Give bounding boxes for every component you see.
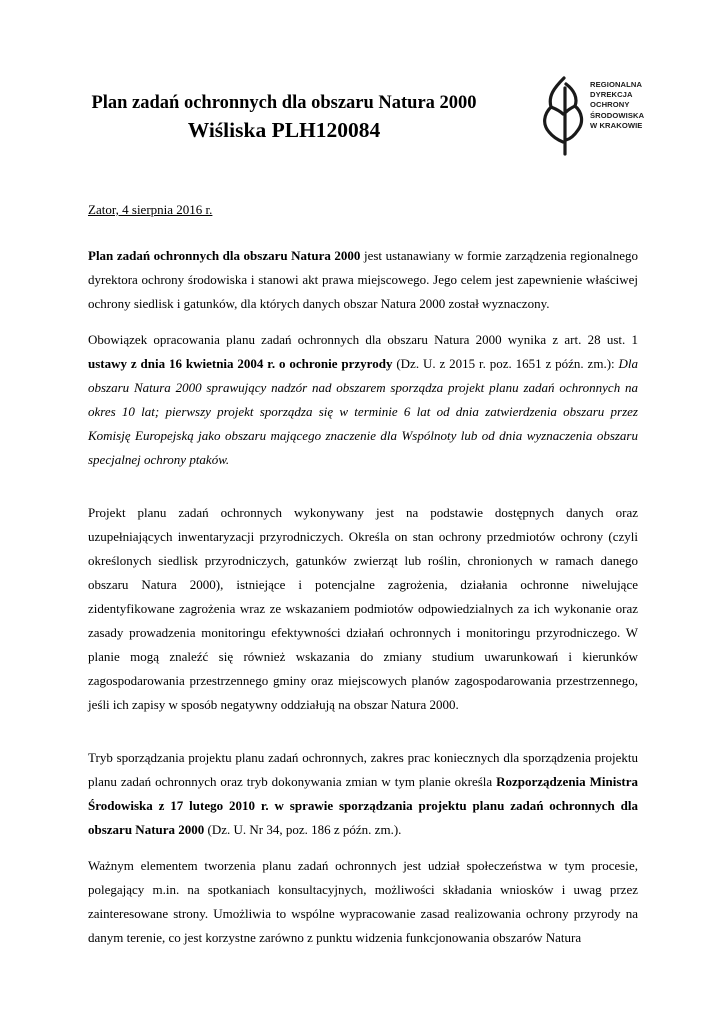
logo-line: OCHRONY [590, 100, 630, 110]
paragraph-4-text-1: Tryb sporządzania projektu planu zadań ochronnych, zakres prac koniecznych dla sporządzenia projektu planu zadań ochronnych oraz tryb dokonywania zmian w tym planie określa [88, 750, 638, 789]
paragraph-2-text-2: (Dz. U. z 2015 r. poz. 1651 z późn. zm.): [392, 356, 619, 371]
document-title [64, 90, 504, 144]
paragraph-3: Projekt planu zadań ochronnych wykonywany jest na podstawie dostępnych danych oraz uzupełniających inwentaryzacji przyrodniczych. Określa on stan ochrony przedmiotów ochrony (czyli określonych siedlisk przyrodniczych, gatunków zwierząt lub roślin, chronionych w ramach danego obszaru Natura 2000), istniejące i potencjalne zagrożenia, działania ochronne niwelujące zidentyfikowane zagrożenia wraz ze wskazaniem podmiotów odpowiedzialnych za ich wykonanie oraz zasady prowadzenia monitoringu efektywności działań ochronnych i monitoringu przyrodniczego. W planie mogą znaleźć się również wskazania do zmiany studium uwarunkowań i kierunków zagospodarowania przestrzennego gminy oraz miejscowych planów zagospodarowania przestrzennego, jeśli ich zapisy w sposób negatywny oddziałują na obszar Natura 2000. [88, 505, 638, 712]
paragraph-4-bold: Rozporządzenia Ministra Środowiska z 17 lutego 2010 r. w sprawie sporządzania projektu planu zadań ochronnych dla obszaru Natura 2000 [88, 774, 639, 837]
paragraph-2-bold: ustawy z dnia 16 kwietnia 2004 r. o ochronie przyrody [88, 356, 393, 371]
title-line-2: Wiśliska PLH120084 [187, 118, 381, 142]
paragraph-1-text: jest ustanawiany w formie zarządzenia regionalnego dyrektora ochrony środowiska i stanowi akt prawa miejscowego. Jego celem jest zapewnienie właściwej ochrony siedlisk i gatunków, dla których danych obszar Natura 2000 został wyznaczony. [88, 248, 638, 311]
logo-line: W KRAKOWIE [590, 120, 643, 130]
paragraph-1 [88, 244, 638, 316]
paragraph-5: Ważnym elementem tworzenia planu zadań ochronnych jest udział społeczeństwa w tym procesie, polegający m.in. na spotkaniach konsultacyjnych, możliwości składania wniosków i uwag przez zainteresowane strony. Umożliwia to wspólne wypracowanie zasad realizowania ochrony przyrody na danym terenie, co jest korzystne zarówno z punktu widzenia funkcjonowania obszarów Natura [88, 858, 638, 945]
logo-text [590, 80, 658, 131]
rdos-logo [538, 74, 658, 158]
title-line-1: Plan zadań ochronnych dla obszaru Natura 2000 [91, 93, 477, 113]
paragraph-1-bold: Plan zadań ochronnych dla obszaru Natura 2000 [88, 248, 361, 263]
paragraph-4-text-2: (Dz. U. Nr 34, poz. 186 z późn. zm.). [204, 822, 402, 837]
document-date: Zator, 4 sierpnia 2016 r. [88, 202, 213, 217]
logo-line: REGIONALNA [590, 80, 643, 89]
paragraph-4 [88, 746, 638, 842]
logo-line: DYREKCJA [590, 90, 633, 100]
document-body [88, 198, 638, 950]
paragraph-2-quote: Dla obszaru Natura 2000 sprawujący nadzór nad obszarem sporządza projekt planu zadań ochronnych na okres 10 lat; pierwszy projekt sporządza się w terminie 6 lat od dnia zatwierdzenia obszaru przez Komisję Europejską jako obszaru mającego znaczenie dla Wspólnoty lub od dnia wyznaczenia obszaru specjalnej ochrony ptaków. [88, 356, 639, 467]
paragraph-2 [88, 328, 638, 472]
logo-line: ŚRODOWISKA [590, 110, 645, 120]
paragraph-2-text-1: Obowiązek opracowania planu zadań ochronnych dla obszaru Natura 2000 wynika z art. 28 ust. 1 [88, 332, 638, 347]
leaf-icon [538, 74, 590, 158]
